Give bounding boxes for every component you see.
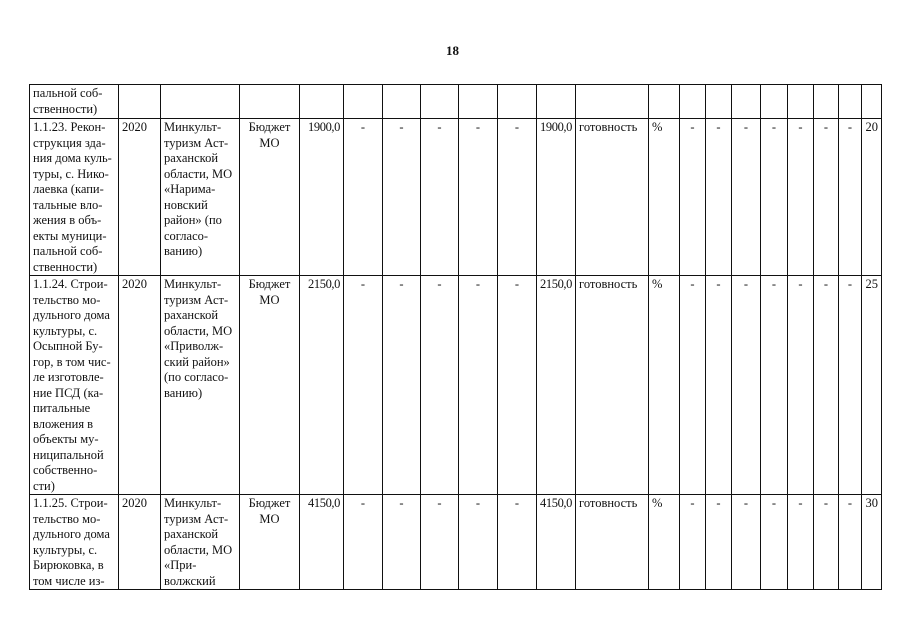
target-value-cell-text: 30 [865,496,878,510]
funding-source-cell-text: Бюджет МО [248,277,291,307]
indicator-value-cell-text: - [798,277,803,291]
empty-cell [300,85,344,119]
year-amount-cell [421,495,459,590]
empty-cell [706,85,732,119]
unit-cell-text: % [652,496,663,510]
indicator-value-cell-text: - [743,277,749,291]
indicator-value-cell [706,495,732,590]
empty-cell [344,85,383,119]
indicator-value-cell-text: - [743,120,749,134]
empty-cell [839,85,862,119]
table-row [30,495,882,590]
indicator-value-cell-text: - [716,277,721,291]
indicator-value-cell-text: - [847,496,853,510]
indicator-value-cell [788,119,814,276]
empty-cell [383,85,421,119]
indicator-value-cell-text: - [798,120,803,134]
executor-cell-text: Минкульт- туризм Аст- раханской области, МО «При- волжский [164,496,233,588]
indicator-value-cell-text: - [823,277,829,291]
amount-cell-text: 4150,0 [308,496,340,510]
indicator-value-cell-text: - [690,496,695,510]
year-amount-cell-text: - [475,120,481,134]
indicator-value-cell-text: - [771,496,777,510]
year-amount-cell [421,119,459,276]
target-value-cell [862,276,882,495]
indicator-cell [576,276,649,495]
year-amount-cell [383,495,421,590]
empty-cell [421,85,459,119]
year-cell-text: 2020 [122,496,147,510]
year-amount-cell-text: - [360,120,366,134]
amount-cell [300,495,344,590]
empty-cell [680,85,706,119]
indicator-value-cell [788,276,814,495]
empty-cell [649,85,680,119]
indicator-value-cell [680,276,706,495]
total-amount-cell-text: 1900,0 [540,120,572,134]
amount-cell-text: 1900,0 [308,120,340,134]
funding-source-cell-text: Бюджет МО [248,120,291,150]
indicator-value-cell-text: - [690,277,695,291]
funding-source-cell [240,119,300,276]
empty-cell [862,85,882,119]
empty-cell [161,85,240,119]
indicator-value-cell [680,495,706,590]
total-amount-cell-text: 4150,0 [540,496,572,510]
year-amount-cell [383,276,421,495]
indicator-value-cell [732,276,761,495]
indicator-value-cell [680,119,706,276]
indicator-value-cell-text: - [743,496,749,510]
executor-cell [161,495,240,590]
year-amount-cell [498,276,537,495]
indicator-value-cell [814,119,839,276]
indicator-value-cell-text: - [823,496,829,510]
indicator-value-cell-text: - [823,120,829,134]
year-amount-cell-text: - [399,496,404,510]
indicator-value-cell-text: - [847,120,853,134]
continuation-name-cell [30,85,119,119]
year-amount-cell-text: - [475,496,481,510]
program-table [29,84,882,590]
continuation-row [30,85,882,119]
year-cell [119,495,161,590]
year-amount-cell [459,119,498,276]
year-amount-cell-text: - [399,120,404,134]
year-amount-cell-text: - [360,496,366,510]
indicator-value-cell-text: - [847,277,853,291]
year-cell [119,276,161,495]
indicator-value-cell [732,495,761,590]
year-amount-cell-text: - [360,277,366,291]
amount-cell-text: 2150,0 [308,277,340,291]
indicator-value-cell-text: - [716,120,721,134]
total-amount-cell-text: 2150,0 [540,277,572,291]
indicator-value-cell-text: - [771,120,777,134]
empty-cell [240,85,300,119]
executor-cell [161,276,240,495]
table-row [30,119,882,276]
indicator-cell [576,495,649,590]
empty-cell [788,85,814,119]
executor-cell [161,119,240,276]
year-cell-text: 2020 [122,277,147,291]
indicator-value-cell [761,495,788,590]
total-amount-cell [537,119,576,276]
indicator-value-cell [839,119,862,276]
indicator-cell [576,119,649,276]
target-value-cell-text: 20 [865,120,878,134]
continuation-text: пальной соб- ственности) [33,86,103,116]
year-amount-cell [498,119,537,276]
unit-cell [649,119,680,276]
empty-cell [459,85,498,119]
amount-cell [300,276,344,495]
measure-name-cell-text: 1.1.23. Рекон- струкция зда- ния дома куль- туры, с. Нико- лаевка (капи- тальные вло- жения в объ- екты муници- пальной соб- ственности) [33,120,112,274]
target-value-cell-text: 25 [865,277,878,291]
indicator-value-cell [839,495,862,590]
indicator-value-cell [814,276,839,495]
year-amount-cell-text: - [475,277,481,291]
table-row [30,276,882,495]
year-amount-cell [498,495,537,590]
indicator-cell-text: готовность [579,277,638,291]
indicator-value-cell [761,119,788,276]
amount-cell [300,119,344,276]
empty-cell [119,85,161,119]
indicator-cell-text: готовность [579,120,638,134]
unit-cell-text: % [652,120,663,134]
indicator-cell-text: готовность [579,496,638,510]
year-amount-cell-text: - [514,496,520,510]
executor-cell-text: Минкульт- туризм Аст- раханской области, МО «Приволж- ский район» (по согласо- ванию) [164,277,233,400]
total-amount-cell [537,276,576,495]
empty-cell [732,85,761,119]
measure-name-cell-text: 1.1.25. Строи- тельство мо- дульного дома культуры, с. Бирюковка, в том числе из- [33,496,110,588]
total-amount-cell [537,495,576,590]
indicator-value-cell [814,495,839,590]
unit-cell [649,495,680,590]
year-amount-cell [344,495,383,590]
measure-name-cell [30,119,119,276]
measure-name-cell [30,276,119,495]
year-amount-cell [459,276,498,495]
unit-cell-text: % [652,277,663,291]
empty-cell [576,85,649,119]
measure-name-cell [30,495,119,590]
empty-cell [814,85,839,119]
target-value-cell [862,495,882,590]
executor-cell-text: Минкульт- туризм Аст- раханской области, МО «Нарима- новский район» (по согласо- ванию) [164,120,233,258]
indicator-value-cell-text: - [771,277,777,291]
year-cell-text: 2020 [122,120,147,134]
year-amount-cell-text: - [437,496,442,510]
year-amount-cell-text: - [437,277,442,291]
target-value-cell [862,119,882,276]
funding-source-cell [240,495,300,590]
year-amount-cell-text: - [437,120,442,134]
funding-source-cell-text: Бюджет МО [248,496,291,526]
year-amount-cell [459,495,498,590]
funding-source-cell [240,276,300,495]
year-cell [119,119,161,276]
indicator-value-cell [761,276,788,495]
indicator-value-cell [706,276,732,495]
year-amount-cell-text: - [514,120,520,134]
indicator-value-cell-text: - [716,496,721,510]
year-amount-cell-text: - [399,277,404,291]
year-amount-cell [344,276,383,495]
year-amount-cell [383,119,421,276]
indicator-value-cell-text: - [798,496,803,510]
indicator-value-cell [706,119,732,276]
page-number: 18 [446,43,459,58]
year-amount-cell-text: - [514,277,520,291]
measure-name-cell-text: 1.1.24. Строи- тельство мо- дульного дома культуры, с. Осыпной Бу- гор, в том чис- ле изготовле- ние ПСД (ка- питальные вложения в объекты му- ниципальной собственно- сти) [33,277,111,493]
indicator-value-cell [839,276,862,495]
empty-cell [761,85,788,119]
indicator-value-cell-text: - [690,120,695,134]
empty-cell [498,85,537,119]
year-amount-cell [421,276,459,495]
empty-cell [537,85,576,119]
unit-cell [649,276,680,495]
year-amount-cell [344,119,383,276]
indicator-value-cell [732,119,761,276]
indicator-value-cell [788,495,814,590]
